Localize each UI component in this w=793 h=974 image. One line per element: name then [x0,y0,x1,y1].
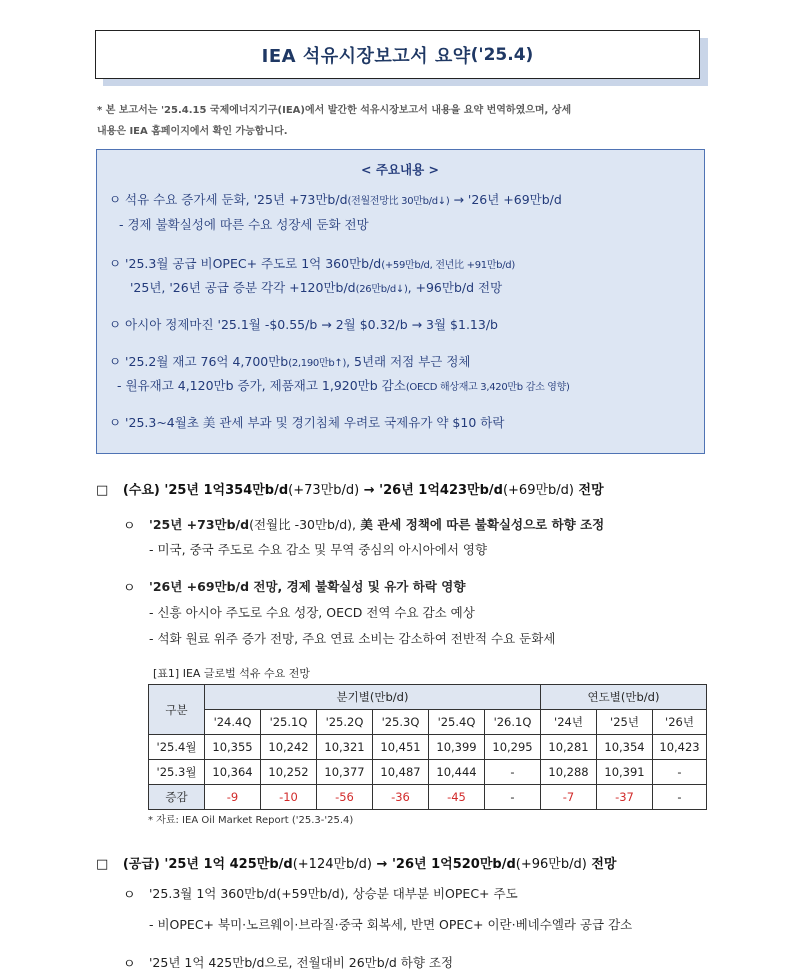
demand-2026-line: '26년 +69만b/d 전망, 경제 불확실성 및 유가 하락 영향 [149,579,466,594]
demand-2026-sub2: - 석화 원료 위주 증가 전망, 주요 연료 소비는 감소하여 전반적 수요 둔화세 [149,631,556,646]
summary-bullet-demand: ㅇ 석유 수요 증가세 둔화, '25년 +73만b/d(전월전망比 30만b/d↓) → '26년 +69만b/d [109,192,562,207]
table-col-header: '25.4Q [429,710,485,735]
supply-2025-symbol: ㅇ [123,957,136,972]
intro-note-line2: 내용은 IEA 홈페이지에서 확인 가능합니다. [97,126,288,137]
demand-table [148,684,707,810]
table-cell: -37 [597,785,653,810]
table-group-quarterly: 분기별(만b/d) [205,685,541,710]
table-col-header: '25년 [597,710,653,735]
table-row-label: '25.3월 [149,760,205,785]
demand-heading: □ (수요) '25년 1억354만b/d(+73만b/d) → '26년 1억423만b/d(+69만b/d) 전망 [96,483,604,498]
demand-2026-sub1: - 신흥 아시아 주도로 수요 성장, OECD 전역 수요 감소 예상 [149,605,475,620]
summary-bullet-margin: ㅇ 아시아 정제마진 '25.1월 -$0.55/b → 2월 $0.32/b → 3월 $1.13/b [109,317,498,332]
summary-box [96,149,705,454]
table-cell: - [485,760,541,785]
summary-bullet-supply: ㅇ '25.3월 공급 비OPEC+ 주도로 1억 360만b/d(+59만b/d, 전년比 +91만b/d) [109,256,515,271]
table-cell: 10,295 [485,735,541,760]
table-cell: 10,399 [429,735,485,760]
table-cell: -36 [373,785,429,810]
table-group-yearly: 연도별(만b/d) [541,685,707,710]
table-row-label: 증감 [149,785,205,810]
table-cell: -7 [541,785,597,810]
table-cell: 10,364 [205,760,261,785]
table-cell: -9 [205,785,261,810]
table-cell: 10,487 [373,760,429,785]
supply-march-sub: - 비OPEC+ 북미·노르웨이·브라질·중국 회복세, 반면 OPEC+ 이란·베네수엘라 공급 감소 [149,917,633,932]
summary-header: < 주요내용 > [361,162,439,177]
demand-2025-line: '25년 +73만b/d(전월比 -30만b/d), 美 관세 정책에 따른 불확실성으로 하향 조정 [149,517,605,532]
table-cell: 10,391 [597,760,653,785]
summary-bullet-supply-sub: '25년, '26년 공급 증분 각각 +120만b/d(26만b/d↓), +96만b/d 전망 [130,280,503,295]
table-cell: 10,377 [317,760,373,785]
table-cell: 10,242 [261,735,317,760]
intro-note-line1: * 본 보고서는 '25.4.15 국제에너지기구(IEA)에서 발간한 석유시장보고서 내용을 요약 번역하였으며, 상세 [97,105,572,116]
table-cell: 10,423 [653,735,707,760]
table-cell: -56 [317,785,373,810]
page-title-date: ('25.4) [470,44,534,65]
table-corner: 구분 [149,685,205,735]
table-caption: [표1] IEA 글로벌 석유 수요 전망 [153,667,311,680]
demand-2026-symbol: ㅇ [123,581,136,596]
table-cell: -45 [429,785,485,810]
table-col-header: '26.1Q [485,710,541,735]
title-box [95,30,700,79]
page-title: IEA 석유시장보고서 요약 [261,45,471,67]
supply-march-symbol: ㅇ [123,888,136,903]
table-col-header: '25.1Q [261,710,317,735]
summary-bullet-price: ㅇ '25.3~4월초 美 관세 부과 및 경기침체 우려로 국제유가 약 $10 하락 [109,415,505,430]
supply-heading: □ (공급) '25년 1억 425만b/d(+124만b/d) → '26년 1억520만b/d(+96만b/d) 전망 [96,857,617,872]
table-col-header: '25.3Q [373,710,429,735]
summary-bullet-stocks-sub: - 원유재고 4,120만b 증가, 제품재고 1,920만b 감소(OECD 해상재고 3,420만b 감소 영향) [117,378,570,393]
table-cell: 10,252 [261,760,317,785]
table-cell: 10,355 [205,735,261,760]
demand-2025-symbol: ㅇ [123,519,136,534]
summary-bullet-stocks: ㅇ '25.2월 재고 76억 4,700만b(2,190만b↑), 5년래 저점 부근 정체 [109,354,471,369]
supply-2025-line: '25년 1억 425만b/d으로, 전월대비 26만b/d 하향 조정 [149,955,454,970]
table-row [149,735,707,760]
table-cell: 10,354 [597,735,653,760]
table-cell: - [485,785,541,810]
table-cell: 10,451 [373,735,429,760]
table-col-header: '24년 [541,710,597,735]
table-row [149,760,707,785]
table-cell: 10,321 [317,735,373,760]
demand-2025-sub: - 미국, 중국 주도로 수요 감소 및 무역 중심의 아시아에서 영향 [149,542,488,557]
table-col-header: '26년 [653,710,707,735]
table-col-header: '24.4Q [205,710,261,735]
table-row-diff [149,785,707,810]
table-source: * 자료: IEA Oil Market Report ('25.3-'25.4) [148,815,354,826]
table-cell: - [653,760,707,785]
supply-march-line: '25.3월 1억 360만b/d(+59만b/d), 상승분 대부분 비OPEC+ 주도 [149,886,518,901]
table-cell: 10,281 [541,735,597,760]
table-cell: -10 [261,785,317,810]
table-col-header: '25.2Q [317,710,373,735]
summary-bullet-demand-sub: - 경제 불확실성에 따른 수요 성장세 둔화 전망 [119,217,369,232]
table-cell: 10,444 [429,760,485,785]
table-cell: - [653,785,707,810]
table-cell: 10,288 [541,760,597,785]
table-row-label: '25.4월 [149,735,205,760]
